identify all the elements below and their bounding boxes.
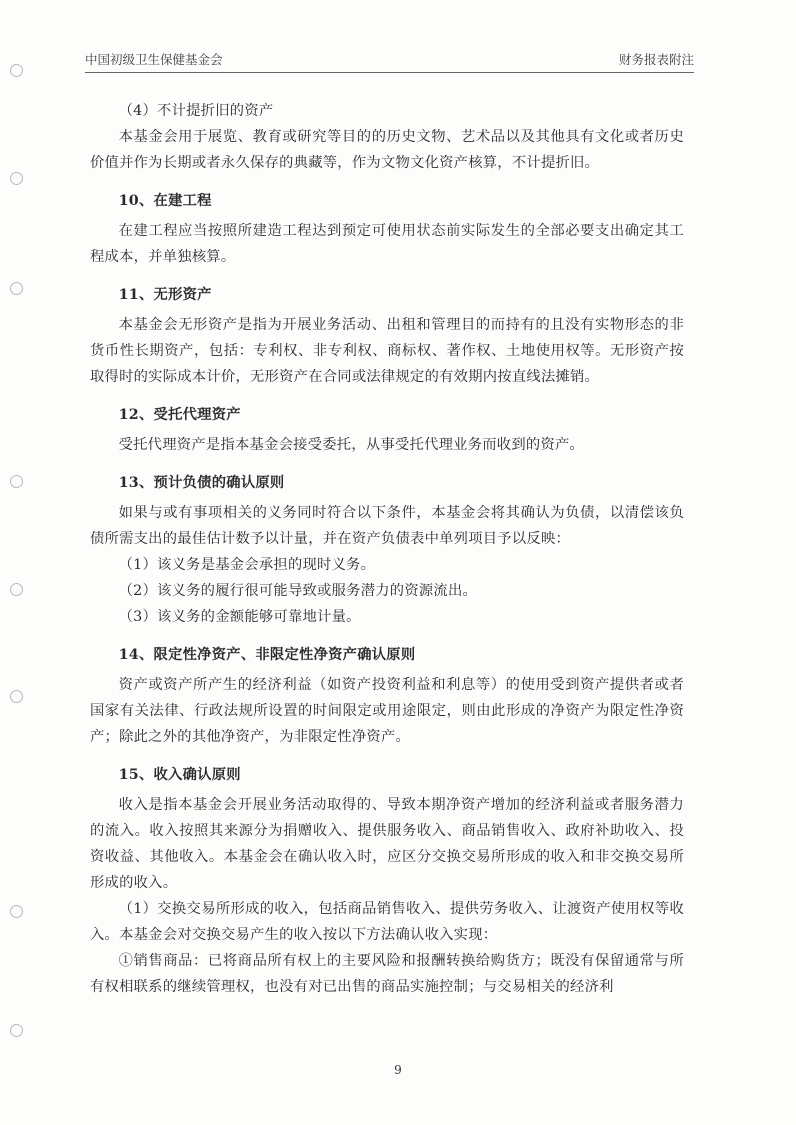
section-heading: 10、在建工程 (118, 193, 212, 209)
header-organization: 中国初级卫生保健基金会 (85, 52, 223, 67)
paragraph: 如果与或有事项相关的义务同时符合以下条件，本基金会将其确认为负债，以清偿该负债所需支出的最佳估计数予以计量，并在资产负债表中单列项目予以反映： (90, 505, 684, 547)
list-item: （1）该义务是基金会承担的现时义务。 (118, 557, 376, 573)
section-heading: 12、受托代理资产 (118, 407, 241, 423)
section-heading: 13、预计负债的确认原则 (118, 475, 285, 491)
paragraph: （1）交换交易所形成的收入，包括商品销售收入、提供劳务收入、让渡资产使用权等收入。本基金会对交换交易产生的收入按以下方法确认收入实现： (90, 901, 684, 943)
section-heading: 15、收入确认原则 (118, 767, 241, 783)
binder-hole-icon (10, 475, 23, 488)
page-number: 9 (394, 1063, 402, 1077)
binder-hole-icon (10, 690, 23, 703)
binder-hole-icon (10, 1024, 23, 1037)
paragraph: ①销售商品：已将商品所有权上的主要风险和报酬转换给购货方；既没有保留通常与所有权相联系的继续管理权，也没有对已出售的商品实施控制；与交易相关的经济利 (90, 953, 684, 995)
header-section-title: 财务报表附注 (618, 52, 694, 67)
paragraph: 本基金会无形资产是指为开展业务活动、出租和管理目的而持有的且没有实物形态的非货币性长期资产，包括：专利权、非专利权、商标权、著作权、土地使用权等。无形资产按取得时的实际成本计价，无形资产在合同或法律规定的有效期内按直线法摊销。 (90, 317, 684, 385)
binder-hole-icon (10, 64, 23, 77)
binder-hole-icon (10, 905, 23, 918)
section-heading: 11、无形资产 (118, 287, 212, 303)
list-item: （3）该义务的金额能够可靠地计量。 (118, 609, 361, 625)
paragraph: （4）不计提折旧的资产 (118, 103, 274, 119)
page-header (85, 50, 694, 70)
document-body (90, 92, 684, 1000)
binder-hole-icon (10, 282, 23, 295)
paragraph: 本基金会用于展览、教育或研究等目的的历史文物、艺术品以及其他具有文化或者历史价值并作为长期或者永久保存的典藏等，作为文物文化资产核算，不计提折旧。 (90, 129, 684, 171)
paragraph: 受托代理资产是指本基金会接受委托，从事受托代理业务而收到的资产。 (118, 437, 585, 453)
binder-hole-icon (10, 172, 23, 185)
header-divider (85, 72, 694, 73)
section-heading: 14、限定性净资产、非限定性净资产确认原则 (118, 647, 416, 663)
paragraph: 收入是指本基金会开展业务活动取得的、导致本期净资产增加的经济利益或者服务潜力的流入。收入按照其来源分为捐赠收入、提供服务收入、商品销售收入、政府补助收入、投资收益、其他收入。本基金会在确认收入时，应区分交换交易所形成的收入和非交换交易所形成的收入。 (90, 797, 684, 891)
paragraph: 资产或资产所产生的经济利益（如资产投资利益和利息等）的使用受到资产提供者或者国家有关法律、行政法规所设置的时间限定或用途限定，则由此形成的净资产为限定性净资产；除此之外的其他净资产，为非限定性净资产。 (90, 677, 684, 745)
binder-hole-icon (10, 583, 23, 596)
list-item: （2）该义务的履行很可能导致或服务潜力的资源流出。 (118, 583, 478, 599)
paragraph: 在建工程应当按照所建造工程达到预定可使用状态前实际发生的全部必要支出确定其工程成本，并单独核算。 (90, 223, 684, 265)
